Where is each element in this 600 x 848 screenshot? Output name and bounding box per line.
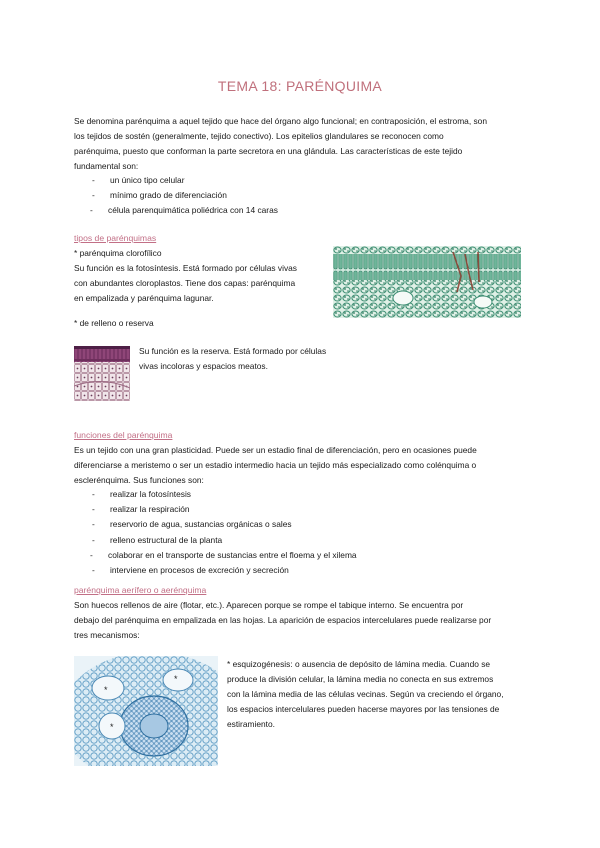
intro-line: parénquima, puesto que conforman la parte secretora en una glándula. Las características de este tejido [74, 146, 463, 156]
aerenquima-paragraph [74, 598, 544, 643]
aerenchyma-micrograph [74, 656, 218, 766]
reserva-block [139, 344, 359, 374]
section-heading-aerenquima: parénquima aerífero o aerénquima [74, 585, 207, 595]
list-item: - colaborar en el transporte de sustancias entre el floema y el xilema [90, 549, 357, 560]
leaf-micrograph [333, 246, 521, 318]
text-line: diferenciarse a meristemo o ser un estadio intermedio hacia un tejido más especializado como colénquima o [74, 460, 477, 470]
list-item: - reservorio de agua, sustancias orgánicas o sales [92, 519, 292, 530]
list-item: - realizar la fotosíntesis [92, 489, 191, 499]
text-line: * esquizogénesis: o ausencia de depósito de lámina media. Cuando se [227, 659, 491, 669]
clorofilico-block [74, 246, 334, 306]
intro-bullet-list [90, 173, 280, 219]
list-item: - realizar la respiración [92, 504, 190, 515]
intro-line: los tejidos de sostén (generalmente, tejido conectivo). Los epitelios glandulares se reconocen como [74, 131, 444, 141]
text-line: los espacios intercelulares pueden hacerse mayores por las tensiones de [227, 704, 500, 714]
text-line: produce la división celular, la lámina media no conecta en sus extremos [227, 674, 494, 684]
image-mark: * [174, 674, 178, 684]
text-line: Son huecos rellenos de aire (flotar, etc.). Aparecen porque se rompe el tabique interno. Se encuentra por [74, 600, 464, 610]
text-line: con la lámina media de las células vecinas. Según va creciendo el órgano, [227, 689, 504, 699]
intro-line: Se denomina parénquima a aquel tejido que hace del órgano algo funcional; en contraposición, el estroma, son [74, 116, 487, 126]
section-heading-funciones: funciones del parénquima [74, 430, 173, 440]
funciones-bullet-list [90, 487, 359, 578]
text-line: tres mecanismos: [74, 630, 140, 640]
text-line: Es un tejido con una gran plasticidad. Puede ser un estadio final de diferenciación, pero en ocasiones puede [74, 445, 477, 455]
list-item: - relleno estructural de la planta [92, 534, 223, 545]
text-line: con abundantes cloroplastos. Tiene dos capas: parénquima [74, 278, 296, 288]
esquizogenesis-block [227, 657, 543, 732]
list-item: - mínimo grado de diferenciación [92, 190, 227, 201]
subsection-title: * parénquima clorofílico [74, 248, 162, 258]
text-line: en empalizada y parénquima lagunar. [74, 293, 214, 303]
image-mark: * [110, 722, 114, 732]
intro-paragraph [74, 114, 544, 174]
image-mark: * [104, 685, 108, 695]
storage-micrograph [74, 346, 130, 401]
text-line: Su función es la reserva. Está formado por células [139, 346, 327, 356]
list-item: - un único tipo celular [92, 175, 185, 185]
page-title: TEMA 18: PARÉNQUIMA [217, 78, 383, 94]
list-item: - interviene en procesos de excreción y secreción [92, 565, 289, 576]
list-item: - célula parenquimática poliédrica con 14 caras [90, 205, 278, 216]
text-line: vivas incoloras y espacios meatos. [139, 361, 268, 371]
intro-line: fundamental son: [74, 161, 139, 171]
text-line: Su función es la fotosíntesis. Está formado por células vivas [74, 263, 297, 273]
funciones-paragraph [74, 443, 544, 488]
text-line: esclerénquima. Sus funciones son: [74, 475, 204, 485]
subsection-title: * de relleno o reserva [74, 318, 154, 328]
section-heading-tipos: tipos de parénquimas [74, 233, 157, 243]
text-line: debajo del parénquima en empalizada en las hojas. La aparición de espacios intercelulares puede realizarse por [74, 615, 492, 625]
text-line: estiramiento. [227, 719, 275, 729]
